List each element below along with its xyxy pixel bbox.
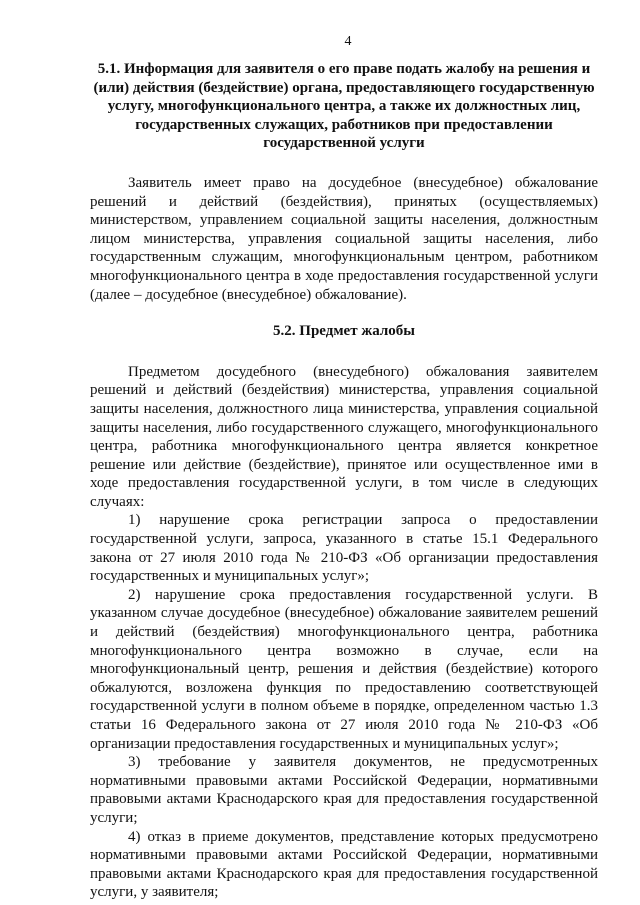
page-number: 4 <box>344 34 352 49</box>
section-5-1-paragraph: Заявитель имеет право на досудебное (внесудебное) обжалование решений и действий (бездействия), принятых (осуществляемых) министерством, управлением социальной защиты населения, должностным лицом министерства, управления социальной защиты населения, либо государственным служащим, многофункциональным центром, работником многофункционального центра в ходе предоставления государственной услуги (далее – досудебное (внесудебное) обжалование). <box>90 174 598 303</box>
section-5-1-heading: 5.1. Информация для заявителя о его праве подать жалобу на решения и (или) действия (бездействие) органа, предоставляющего государственную услугу, многофункционального центра, а также их должностных лиц, государственных служащих, работников при предоставлении государственной услуги <box>93 61 595 152</box>
list-item-1: 1) нарушение срока регистрации запроса о предоставлении государственной услуги, запроса, указанного в статье 15.1 Федерального закона от 27 июля 2010 года № 210-ФЗ «Об организации предоставления государственных и муниципальных услуг»; <box>90 512 598 585</box>
section-5-2-heading: 5.2. Предмет жалобы <box>273 323 415 340</box>
list-item-3: 3) требование у заявителя документов, не предусмотренных нормативными правовыми актами Российской Федерации, нормативными правовыми актами Краснодарского края для предоставления государственной услуги; <box>90 754 598 826</box>
section-5-2-intro: Предметом досудебного (внесудебного) обжалования заявителем решений и действий (бездействия) министерства, управления социальной защиты населения, должностного лица министерства, управления социальной защиты населения, либо государственного служащего, многофункционального центра, работника многофункционального центра является конкретное решение или действие (бездействие), принятое или осуществленное ими в ходе предоставления государственной услуги, в том числе в следующих случаях: <box>90 363 598 510</box>
list-item-2: 2) нарушение срока предоставления государственной услуги. В указанном случае досудебное (внесудебное) обжалование заявителем решений и действий (бездействия) многофункционального центра, работника многофункционального центра возможно в случае, если на многофункциональный центр, решения и действия (бездействие) которого обжалуются, возложена функция по предоставлению соответствующей государственной услуги в полном объеме в порядке, определенном частью 1.3 статьи 16 Федерального закона от 27 июля 2010 года № 210-ФЗ «Об организации предоставления государственных и муниципальных услуг»; <box>90 586 598 752</box>
list-item-4: 4) отказ в приеме документов, представление которых предусмотрено нормативными правовыми актами Российской Федерации, нормативными правовыми актами Краснодарского края для предоставления государственной услуги, у заявителя; <box>90 828 598 901</box>
